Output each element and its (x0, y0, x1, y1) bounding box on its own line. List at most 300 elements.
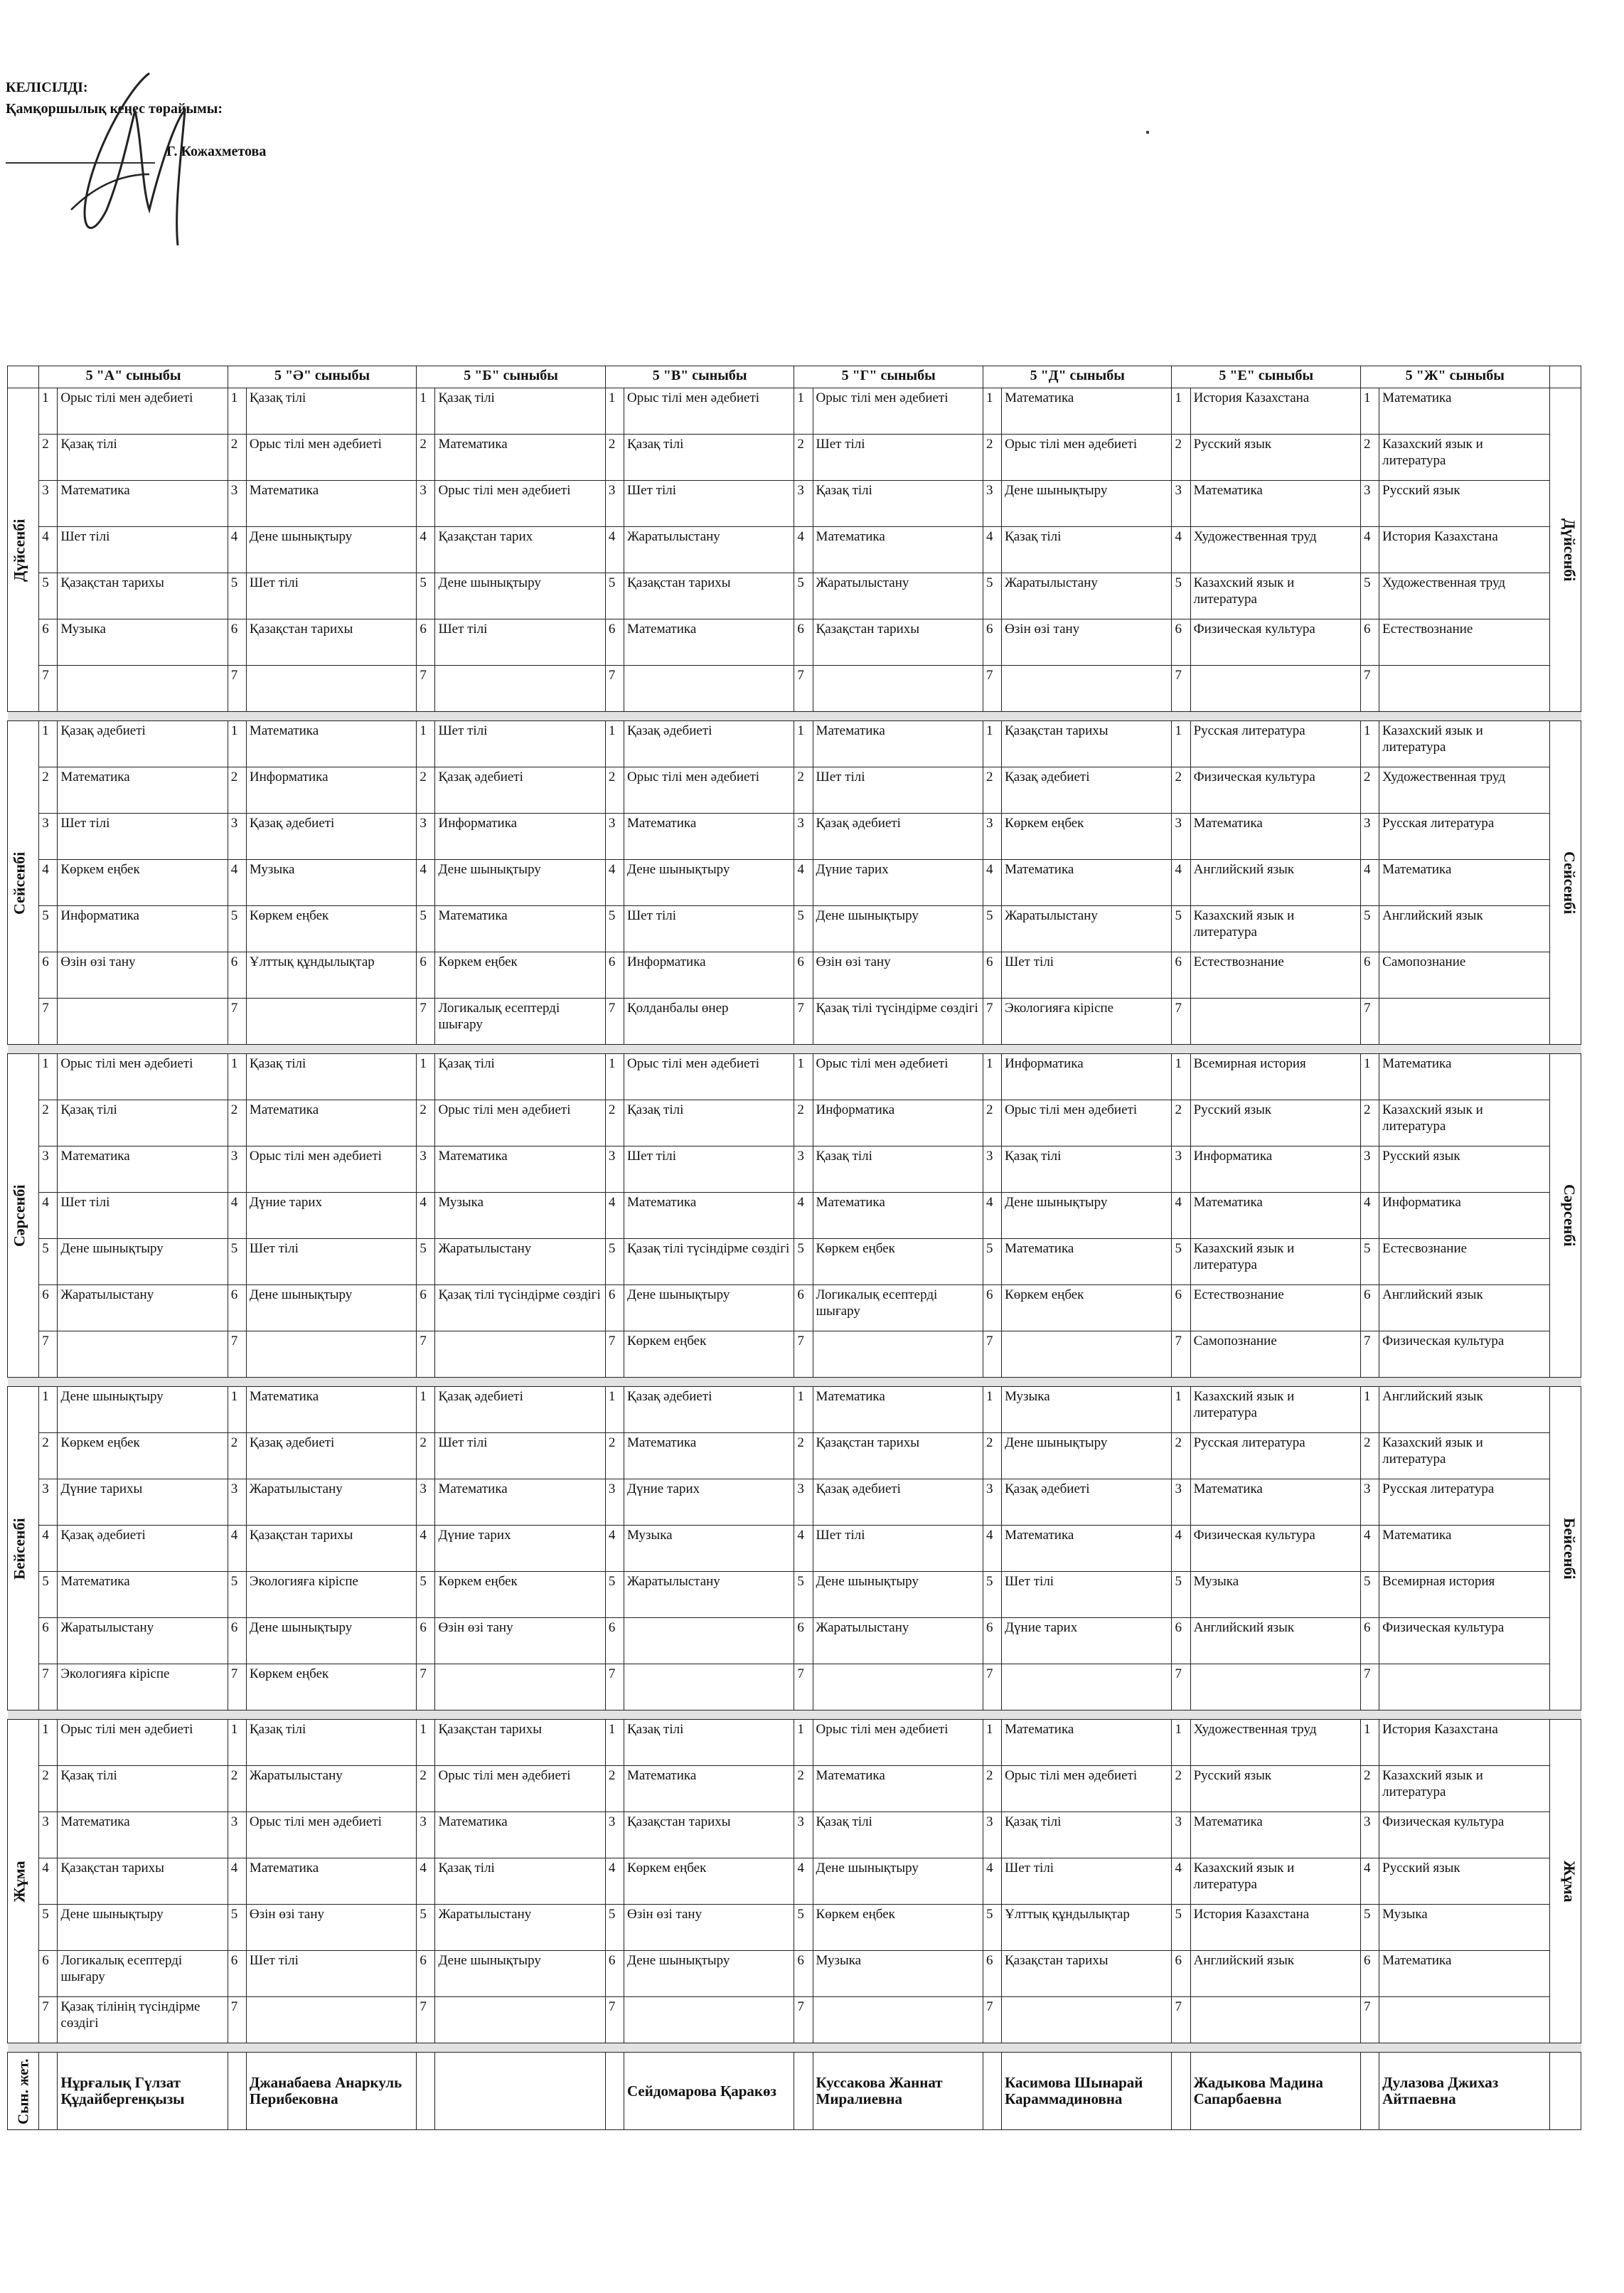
lesson-row (8, 619, 1581, 666)
lesson-number: 7 (794, 1664, 813, 1711)
lesson-subject: Қазақстан тарихы (58, 573, 228, 619)
lesson-number: 4 (417, 1193, 435, 1239)
lesson-number: 3 (605, 814, 624, 860)
lesson-number: 3 (228, 481, 246, 527)
lesson-number: 2 (605, 1433, 624, 1479)
lesson-number: 6 (417, 952, 435, 999)
lesson-subject: Жаратылыстану (246, 1766, 416, 1812)
lesson-subject: Математика (435, 1146, 605, 1193)
lesson-number: 1 (605, 721, 624, 767)
lesson-number: 4 (983, 1193, 1001, 1239)
lesson-subject (624, 1664, 794, 1711)
lesson-number: 6 (605, 1285, 624, 1331)
lesson-subject (1002, 666, 1172, 712)
lesson-number: 5 (605, 573, 624, 619)
lesson-number: 3 (983, 1812, 1001, 1858)
lesson-subject: Дене шынықтыру (246, 1618, 416, 1664)
lesson-subject: Қазақ тілі түсіндірме сөздігі (813, 999, 983, 1045)
day-label-left: Бейсенбі (8, 1387, 39, 1711)
class-header: 5 "А" сыныбы (39, 366, 228, 388)
lesson-subject (624, 666, 794, 712)
lesson-subject: Шет тілі (246, 1239, 416, 1285)
lesson-subject: Қазақ тілі (58, 1100, 228, 1146)
lesson-subject: Физическая культура (1190, 619, 1360, 666)
lesson-number: 7 (417, 666, 435, 712)
lesson-number: 6 (983, 952, 1001, 999)
lesson-subject: Қазақстан тарихы (1002, 1951, 1172, 1997)
lesson-number: 7 (794, 999, 813, 1045)
lesson-number: 3 (417, 814, 435, 860)
lesson-number: 2 (605, 435, 624, 481)
lesson-number: 1 (1361, 388, 1379, 435)
lesson-number: 2 (1172, 1433, 1190, 1479)
lesson-subject: Математика (58, 1572, 228, 1618)
lesson-number: 5 (417, 1572, 435, 1618)
lesson-subject: Шет тілі (58, 527, 228, 573)
lesson-number: 7 (1361, 1664, 1379, 1711)
lesson-number: 4 (1361, 1193, 1379, 1239)
lesson-subject: Математика (58, 1146, 228, 1193)
lesson-number: 5 (1361, 573, 1379, 619)
lesson-subject: Қазақстан тарихы (813, 1433, 983, 1479)
lesson-number: 2 (417, 435, 435, 481)
lesson-number: 3 (1172, 1146, 1190, 1193)
day-separator (8, 712, 1581, 721)
lesson-subject: Шет тілі (246, 1951, 416, 1997)
day-label-right: Сәрсенбі (1549, 1054, 1581, 1378)
lesson-number: 2 (983, 1766, 1001, 1812)
lesson-number: 1 (794, 1720, 813, 1766)
lesson-number: 5 (39, 1572, 58, 1618)
lesson-number: 6 (39, 619, 58, 666)
lesson-number: 6 (1172, 1618, 1190, 1664)
lesson-subject: Информатика (435, 814, 605, 860)
lesson-number: 6 (1172, 619, 1190, 666)
lesson-subject: Қазақстан тарихы (435, 1720, 605, 1766)
lesson-subject: Көркем еңбек (435, 952, 605, 999)
lesson-subject: Математика (1002, 860, 1172, 906)
lesson-subject: Логикалық есептерді шығару (813, 1285, 983, 1331)
lesson-subject: Дене шынықтыру (813, 1572, 983, 1618)
lesson-subject: Физическая культура (1190, 1526, 1360, 1572)
lesson-subject: Информатика (1002, 1054, 1172, 1100)
lesson-number: 4 (39, 860, 58, 906)
lesson-number: 1 (228, 1054, 246, 1100)
lesson-subject (58, 1331, 228, 1378)
lesson-subject: Қазақ тілі (624, 435, 794, 481)
lesson-subject: Математика (1190, 1479, 1360, 1526)
lesson-subject: История Казахстана (1190, 388, 1360, 435)
lesson-number: 2 (228, 1766, 246, 1812)
lesson-number: 1 (228, 1720, 246, 1766)
class-teacher: Дулазова Джихаз Айтпаевна (1379, 2053, 1549, 2130)
lesson-subject: Музыка (435, 1193, 605, 1239)
lesson-number: 5 (39, 1905, 58, 1951)
lesson-subject: Көркем еңбек (58, 860, 228, 906)
lesson-row (8, 1239, 1581, 1285)
lesson-number: 5 (39, 906, 58, 952)
lesson-subject (1190, 999, 1360, 1045)
day-separator (8, 1378, 1581, 1387)
lesson-subject: Қазақ тілі (624, 1100, 794, 1146)
lesson-number: 2 (1361, 767, 1379, 814)
lesson-number: 3 (39, 481, 58, 527)
lesson-subject: Математика (1190, 481, 1360, 527)
lesson-number: 1 (39, 721, 58, 767)
lesson-number: 4 (794, 527, 813, 573)
lesson-number: 7 (983, 1997, 1001, 2043)
teacher-spacer (39, 2053, 58, 2130)
lesson-subject: Русский язык (1190, 1766, 1360, 1812)
lesson-number: 1 (39, 1387, 58, 1433)
lesson-number: 7 (39, 1664, 58, 1711)
lesson-number: 7 (1361, 999, 1379, 1045)
lesson-subject: Естествознание (1190, 952, 1360, 999)
lesson-number: 3 (605, 1146, 624, 1193)
lesson-subject: Казахский язык и литература (1379, 435, 1549, 481)
lesson-row (8, 1387, 1581, 1433)
lesson-subject (624, 1618, 794, 1664)
lesson-subject: Музыка (58, 619, 228, 666)
lesson-number: 5 (1172, 1905, 1190, 1951)
lesson-number: 5 (1361, 1905, 1379, 1951)
lesson-number: 1 (1172, 388, 1190, 435)
lesson-number: 2 (1361, 1766, 1379, 1812)
lesson-number: 1 (1172, 721, 1190, 767)
lesson-subject: Жаратылыстану (1002, 573, 1172, 619)
lesson-subject: Дене шынықтыру (435, 860, 605, 906)
lesson-number: 4 (605, 1526, 624, 1572)
lesson-subject: Математика (1190, 1812, 1360, 1858)
lesson-subject: Қазақ әдебиеті (58, 1526, 228, 1572)
lesson-number: 4 (605, 1193, 624, 1239)
lesson-number: 2 (39, 767, 58, 814)
lesson-number: 1 (605, 1054, 624, 1100)
lesson-number: 7 (39, 666, 58, 712)
lesson-number: 5 (983, 1905, 1001, 1951)
lesson-subject: Шет тілі (435, 721, 605, 767)
lesson-subject: Русская литература (1379, 1479, 1549, 1526)
lesson-number: 1 (1172, 1054, 1190, 1100)
lesson-subject: Орыс тілі мен әдебиеті (435, 481, 605, 527)
lesson-number: 4 (794, 1858, 813, 1905)
lesson-number: 5 (228, 573, 246, 619)
lesson-subject: Қазақ әдебиеті (246, 814, 416, 860)
lesson-subject: Математика (813, 527, 983, 573)
day-label-left: Сәрсенбі (8, 1054, 39, 1378)
lesson-subject: Орыс тілі мен әдебиеті (246, 435, 416, 481)
lesson-subject: Физическая культура (1190, 767, 1360, 814)
lesson-number: 4 (605, 527, 624, 573)
lesson-subject: Дене шынықтыру (58, 1239, 228, 1285)
lesson-number: 3 (983, 481, 1001, 527)
lesson-number: 3 (39, 1479, 58, 1526)
lesson-subject: Экологияға кіріспе (246, 1572, 416, 1618)
lesson-subject: Самопознание (1190, 1331, 1360, 1378)
lesson-number: 1 (228, 721, 246, 767)
lesson-subject: Дене шынықтыру (246, 1285, 416, 1331)
lesson-number: 7 (983, 666, 1001, 712)
lesson-number: 2 (228, 767, 246, 814)
day-label-left: Жұма (8, 1720, 39, 2043)
lesson-subject: Шет тілі (624, 481, 794, 527)
lesson-subject: Көркем еңбек (624, 1331, 794, 1378)
lesson-number: 5 (794, 573, 813, 619)
lesson-number: 3 (1361, 1812, 1379, 1858)
lesson-number: 6 (794, 1618, 813, 1664)
lesson-number: 2 (417, 767, 435, 814)
lesson-number: 1 (794, 721, 813, 767)
lesson-subject: Шет тілі (624, 1146, 794, 1193)
lesson-number: 3 (1172, 1812, 1190, 1858)
lesson-subject: Информатика (624, 952, 794, 999)
lesson-subject: Математика (1379, 1526, 1549, 1572)
lesson-number: 2 (1172, 435, 1190, 481)
lesson-subject (1190, 666, 1360, 712)
lesson-number: 1 (228, 388, 246, 435)
lesson-number: 1 (983, 1720, 1001, 1766)
lesson-number: 6 (39, 1618, 58, 1664)
lesson-row (8, 1858, 1581, 1905)
lesson-number: 6 (983, 1618, 1001, 1664)
lesson-subject: Көркем еңбек (624, 1858, 794, 1905)
lesson-subject: Казахский язык и литература (1190, 906, 1360, 952)
lesson-subject: Көркем еңбек (58, 1433, 228, 1479)
lesson-subject (435, 1997, 605, 2043)
lesson-subject: Көркем еңбек (246, 1664, 416, 1711)
teacher-spacer (417, 2053, 435, 2130)
lesson-number: 2 (1172, 767, 1190, 814)
lesson-subject: Физическая культура (1379, 1812, 1549, 1858)
lesson-subject: Қазақ тілі (58, 435, 228, 481)
lesson-number: 4 (39, 1526, 58, 1572)
lesson-number: 3 (605, 1812, 624, 1858)
lesson-number: 2 (794, 1433, 813, 1479)
teacher-spacer (983, 2053, 1001, 2130)
class-teacher: Джанабаева Анаркуль Перибековна (246, 2053, 416, 2130)
lesson-subject (435, 666, 605, 712)
lesson-number: 5 (228, 1905, 246, 1951)
lesson-number: 6 (794, 619, 813, 666)
lesson-subject: Математика (246, 1100, 416, 1146)
approval-chair-name: Г. Кожахметова (166, 144, 267, 159)
lesson-number: 1 (1361, 721, 1379, 767)
lesson-subject: Қазақстан тарих (435, 527, 605, 573)
lesson-subject (246, 666, 416, 712)
lesson-number: 3 (1361, 481, 1379, 527)
class-header: 5 "Ж" сыныбы (1361, 366, 1550, 388)
lesson-number: 7 (39, 1997, 58, 2043)
lesson-number: 6 (794, 952, 813, 999)
lesson-subject: Русская литература (1190, 1433, 1360, 1479)
lesson-subject: Художественная труд (1379, 573, 1549, 619)
lesson-number: 6 (39, 952, 58, 999)
lesson-subject (1002, 1997, 1172, 2043)
lesson-row (8, 1766, 1581, 1812)
lesson-subject: Қазақ әдебиеті (1002, 767, 1172, 814)
teacher-spacer (605, 2053, 624, 2130)
lesson-subject: Қазақ тілі (813, 1812, 983, 1858)
lesson-subject: Информатика (813, 1100, 983, 1146)
lesson-number: 7 (228, 1331, 246, 1378)
lesson-row (8, 999, 1581, 1045)
lesson-subject: Қазақ әдебиеті (813, 814, 983, 860)
corner-cell (1549, 366, 1581, 388)
lesson-number: 7 (605, 999, 624, 1045)
lesson-subject: Всемирная история (1379, 1572, 1549, 1618)
lesson-subject: Русский язык (1379, 1146, 1549, 1193)
lesson-subject: Художественная труд (1379, 767, 1549, 814)
lesson-number: 4 (228, 1526, 246, 1572)
lesson-subject: Музыка (1190, 1572, 1360, 1618)
lesson-subject: Русский язык (1379, 481, 1549, 527)
lesson-subject (1190, 1997, 1360, 2043)
lesson-number: 3 (228, 814, 246, 860)
lesson-number: 7 (39, 999, 58, 1045)
lesson-subject: Қазақ әдебиеті (624, 1387, 794, 1433)
lesson-subject: Шет тілі (624, 906, 794, 952)
lesson-row (8, 952, 1581, 999)
lesson-subject: Математика (1002, 388, 1172, 435)
lesson-number: 3 (417, 1812, 435, 1858)
lesson-subject: Дүние тарих (813, 860, 983, 906)
lesson-number: 4 (605, 860, 624, 906)
lesson-subject: Орыс тілі мен әдебиеті (624, 388, 794, 435)
lesson-subject: Дене шынықтыру (624, 860, 794, 906)
lesson-subject: Шет тілі (435, 619, 605, 666)
lesson-number: 4 (417, 1526, 435, 1572)
day-label-left: Сейсенбі (8, 721, 39, 1045)
lesson-subject: Орыс тілі мен әдебиеті (58, 1720, 228, 1766)
lesson-number: 4 (605, 1858, 624, 1905)
lesson-number: 2 (1172, 1100, 1190, 1146)
lesson-number: 3 (1361, 1146, 1379, 1193)
lesson-number: 5 (1172, 1572, 1190, 1618)
class-teacher: Касимова Шынарай Караммадиновна (1002, 2053, 1172, 2130)
lesson-subject: Английский язык (1190, 1951, 1360, 1997)
lesson-subject (246, 1331, 416, 1378)
lesson-subject: Орыс тілі мен әдебиеті (813, 388, 983, 435)
lesson-row (8, 721, 1581, 767)
lesson-number: 6 (1172, 1951, 1190, 1997)
lesson-number: 1 (39, 1054, 58, 1100)
lesson-number: 3 (417, 481, 435, 527)
lesson-subject: Естествознание (1379, 619, 1549, 666)
lesson-number: 1 (605, 1387, 624, 1433)
lesson-subject: Логикалық есептерді шығару (58, 1951, 228, 1997)
lesson-row (8, 814, 1581, 860)
lesson-subject: Қазақстан тарихы (58, 1858, 228, 1905)
lesson-number: 7 (605, 1997, 624, 2043)
lesson-subject: Математика (1002, 1239, 1172, 1285)
class-header: 5 "Г" сыныбы (794, 366, 983, 388)
teachers-label: Сын. жет. (8, 2053, 39, 2130)
lesson-row (8, 1951, 1581, 1997)
lesson-subject: Информатика (58, 906, 228, 952)
lesson-number: 4 (983, 1526, 1001, 1572)
lesson-subject: Қазақ әдебиеті (435, 1387, 605, 1433)
lesson-number: 5 (983, 1239, 1001, 1285)
lesson-subject: Математика (1002, 1720, 1172, 1766)
lesson-subject: Қазақ тілі (246, 1054, 416, 1100)
lesson-number: 2 (983, 767, 1001, 814)
lesson-subject: История Казахстана (1190, 1905, 1360, 1951)
lesson-subject: Дене шынықтыру (1002, 1193, 1172, 1239)
lesson-subject: Математика (813, 721, 983, 767)
lesson-subject: Физическая культура (1379, 1331, 1549, 1378)
lesson-number: 5 (417, 1239, 435, 1285)
lesson-number: 5 (1172, 573, 1190, 619)
lesson-number: 6 (1361, 1618, 1379, 1664)
lesson-subject: Музыка (624, 1526, 794, 1572)
lesson-number: 3 (228, 1479, 246, 1526)
lesson-number: 5 (983, 906, 1001, 952)
lesson-subject: Өзін өзі тану (435, 1618, 605, 1664)
lesson-row (8, 1526, 1581, 1572)
lesson-subject: Математика (435, 435, 605, 481)
lesson-number: 6 (983, 1285, 1001, 1331)
lesson-subject: Художественная труд (1190, 1720, 1360, 1766)
class-header: 5 "В" сыныбы (605, 366, 794, 388)
lesson-subject: Казахский язык и литература (1190, 1387, 1360, 1433)
lesson-number: 1 (39, 1720, 58, 1766)
lesson-number: 1 (983, 1054, 1001, 1100)
lesson-subject: Дене шынықтыру (624, 1285, 794, 1331)
lesson-number: 7 (794, 1997, 813, 2043)
lesson-subject (1002, 1664, 1172, 1711)
lesson-number: 6 (417, 1951, 435, 1997)
lesson-subject: Орыс тілі мен әдебиеті (1002, 1100, 1172, 1146)
lesson-row (8, 1285, 1581, 1331)
lesson-subject (1379, 999, 1549, 1045)
lesson-number: 3 (1172, 1479, 1190, 1526)
lesson-row (8, 1479, 1581, 1526)
lesson-subject: Казахский язык и литература (1379, 1766, 1549, 1812)
lesson-number: 2 (417, 1433, 435, 1479)
lesson-number: 2 (228, 1100, 246, 1146)
lesson-subject: Қазақ тілі (813, 481, 983, 527)
lesson-subject: Английский язык (1190, 860, 1360, 906)
lesson-subject (1379, 1664, 1549, 1711)
approval-council-chair: Қамқоршылық кеңес төрайымы: (6, 101, 223, 117)
lesson-number: 7 (605, 666, 624, 712)
lesson-number: 4 (228, 860, 246, 906)
lesson-number: 5 (417, 573, 435, 619)
lesson-subject: Көркем еңбек (813, 1239, 983, 1285)
lesson-number: 6 (1361, 1951, 1379, 1997)
lesson-number: 1 (605, 1720, 624, 1766)
lesson-number: 1 (1172, 1720, 1190, 1766)
lesson-number: 4 (1172, 1858, 1190, 1905)
lesson-number: 7 (1361, 666, 1379, 712)
lesson-number: 3 (417, 1479, 435, 1526)
lesson-subject: Дене шынықтыру (1002, 1433, 1172, 1479)
lesson-subject: Математика (1379, 1054, 1549, 1100)
lesson-number: 4 (39, 1193, 58, 1239)
lesson-number: 4 (228, 527, 246, 573)
lesson-number: 1 (417, 721, 435, 767)
lesson-number: 3 (794, 814, 813, 860)
lesson-subject: Математика (246, 1387, 416, 1433)
lesson-subject: Қазақ тілі (1002, 1146, 1172, 1193)
lesson-number: 1 (605, 388, 624, 435)
lesson-number: 6 (1361, 1285, 1379, 1331)
lesson-subject: История Казахстана (1379, 1720, 1549, 1766)
lesson-number: 4 (983, 527, 1001, 573)
lesson-subject: Естесвознание (1379, 1239, 1549, 1285)
lesson-row (8, 860, 1581, 906)
lesson-subject: Орыс тілі мен әдебиеті (58, 388, 228, 435)
